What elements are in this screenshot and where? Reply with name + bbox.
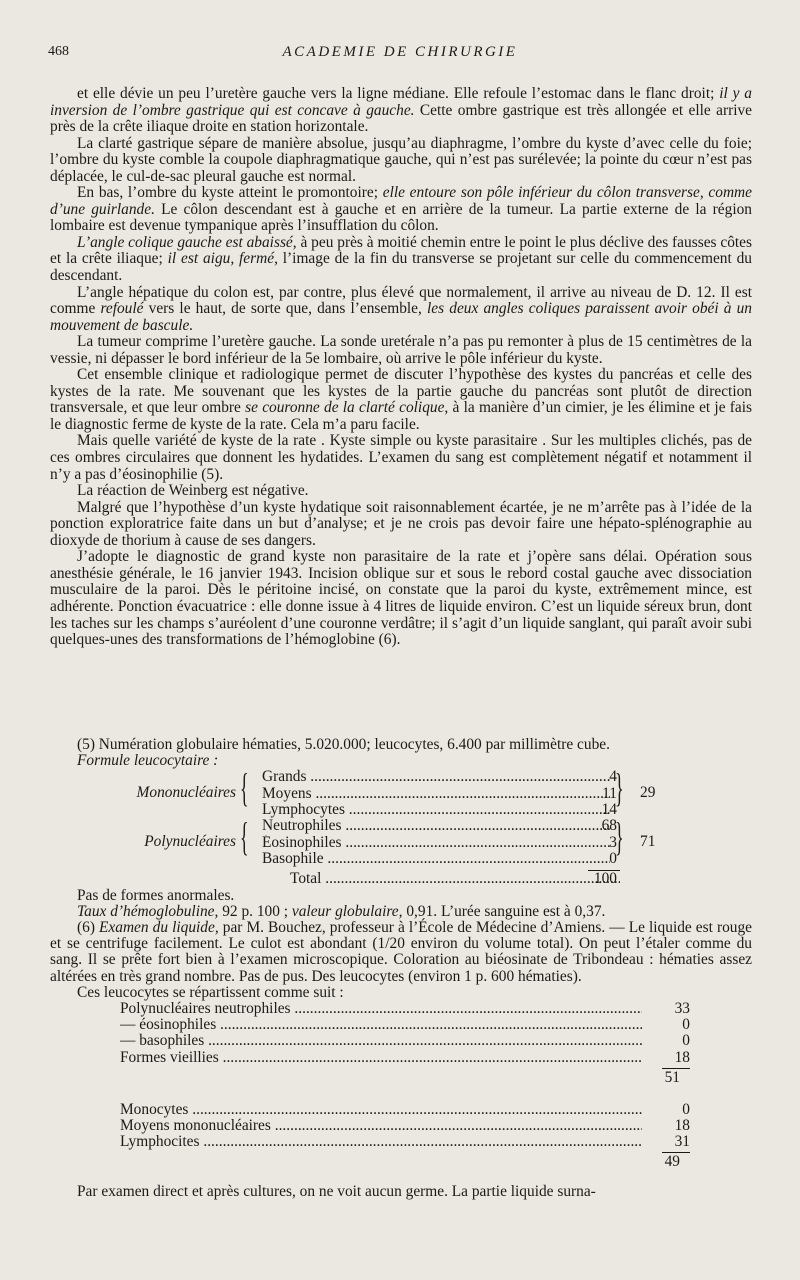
total-value: 100 <box>593 870 617 888</box>
table-row <box>50 851 752 867</box>
paragraph <box>50 500 752 550</box>
page-header <box>0 44 800 64</box>
table-row <box>50 802 752 818</box>
text-run: Malgré que l’hypothèse d’un kyste hydatique soit raisonnablement écartée, je ne m’arrête pas à l’idée de la ponction exploratrice faite dans un but d’analyse; et je ne crois pas devoir faire une hépato-splénographie au dioxyde de thorium à cause de ses dangers. <box>50 498 752 549</box>
row-label: Grands ..... <box>262 769 610 785</box>
text-run: l’image de la fin du transverse se projetant sur celle du commencement du descendant. <box>50 250 752 285</box>
text-run: Taux d’hémoglobuline, <box>77 902 219 920</box>
footnotes <box>50 737 752 1201</box>
page-number: 468 <box>48 44 69 59</box>
paragraph <box>50 86 752 136</box>
poly-brace: { <box>240 814 249 860</box>
text-run: La tumeur comprime l’uretère gauche. La sonde uretérale n’a pas pu remonter à plus de 15 centimètres de la vessie, ni dépasser le bord inférieur de la 5e lombaire, où arrive le pôle inférieur du kyste. <box>50 333 752 367</box>
text-run: Mais quelle variété de kyste de la rate . Kyste simple ou kyste parasitaire . Sur les multiples clichés, pas de ces ombres circulaires que donnent les hydatides. L’examen du sang est complètement négatif et notamment il n’y a pas d’éosinophilie (5). <box>50 432 752 483</box>
row-value: 0 <box>682 1032 690 1050</box>
text-run: La réaction de Weinberg est négative. <box>77 482 309 500</box>
text-run: J’adopte le diagnostic de grand kyste non parasitaire de la rate et j’opère sans délai. Opération sous anesthésie générale, le 16 janvier 1943. Incision oblique sur et sous le rebord costal gauche avec dissociation musculaire de la paroi. Dès le péritoine incisé, on constate que la paroi du kyste, extrêmement mince, est adhérente. Ponction évacuatrice : elle donne issue à 4 litres de liquide environ. C’est un liquide séreux brun, dont les taches sur les champs s’auréolent d’une couronne verdâtre; il s’agit d’un liquide sanglant, qui paraît avoir subi quelques-unes des transformations de l’hémoglobine (6). <box>50 548 752 649</box>
text-run: Cette ombre gastrique est très allongée et elle arrive près de la crête iliaque droite en station horizontale. <box>50 101 753 136</box>
table-row <box>50 1102 752 1118</box>
text-run: La clarté gastrique sépare de manière absolue, jusqu’au diaphragme, l’ombre du kyste d’avec celle du foie; l’ombre du kyste comble la coupole diaphragmatique gauche, qui n’est pas surélevée; la pointe du cœur n’est pas déplacée, le cul-de-sac pleural gauche est normal. <box>50 134 752 185</box>
row-value: 0 <box>682 1016 690 1034</box>
mono-group-label: Mononucléaires <box>136 784 236 802</box>
table-row <box>50 835 752 851</box>
text-run: elle entoure son pôle inférieur du côlon transverse, comme d’une guirlande. <box>50 184 753 218</box>
row-label: Lymphocytes ..... <box>262 802 610 818</box>
row-label: Formes vieillies ..... <box>120 1050 642 1066</box>
table-row <box>50 1118 752 1134</box>
row-value: 0 <box>609 850 617 867</box>
subtotal1-row <box>50 1066 752 1088</box>
main-text <box>50 86 752 649</box>
no-abnormal-forms: Pas de formes anormales. <box>77 886 235 904</box>
table-row <box>50 1033 752 1049</box>
text-run: à la manière d’un cimier, je les élimine et je fais le diagnostic ferme de kyste de la rate. Cela m’a paru facile. <box>50 399 752 433</box>
subtotal2-value: 49 <box>664 1153 680 1171</box>
leukocyte-formula-title: Formule leucocytaire : <box>77 752 219 770</box>
row-label: — éosinophiles ..... <box>120 1017 642 1033</box>
text-run: les deux angles coliques paraissent avoir obéi à un mouvement de bascule. <box>50 300 752 334</box>
text-run: Cet ensemble clinique et radiologique permet de discuter l’hypothèse des kystes du pancréas et celle des kystes de la rate. Me souvenant que les kystes de la partie gauche du pancréas sont plutôt de direction transversale, et que leur ombre <box>50 366 752 417</box>
paragraph <box>50 549 752 648</box>
paragraph <box>50 235 752 285</box>
text-run: par M. Bouchez, professeur à l’École de Médecine d’Amiens. — Le liquide est rouge et se centrifuge facilement. Le culot est abondant (1/20 environ du volume total). On peut l’étaler comme du sang. Il se prête fort bien à l’examen microscopique. Coloration au biéosinate de Tribondeau : hématies assez altérées en très grand nombre. Pas de pus. Des leucocytes (environ 1 p. 600 hématies). <box>50 919 753 985</box>
table-row <box>50 818 752 834</box>
row-label: Basophile ..... <box>262 851 610 867</box>
subtotal2-row <box>50 1150 752 1172</box>
leukocyte-formula-table <box>50 765 752 867</box>
row-label: Lymphocites ..... <box>120 1134 642 1150</box>
row-value: 31 <box>674 1133 690 1151</box>
total-label: Total ..... <box>290 871 620 887</box>
row-value: 68 <box>601 817 617 835</box>
row-label: Neutrophiles ..... <box>262 818 610 834</box>
closing-line: Par examen direct et après cultures, on ne voit aucun germe. La partie liquide surna- <box>77 1183 596 1201</box>
text-run: 92 p. 100 ; <box>218 902 292 920</box>
row-label: Moyens ..... <box>262 786 610 802</box>
poly-group-label: Polynucléaires <box>144 833 236 851</box>
distribution-intro: Ces leucocytes se répartissent comme suit : <box>77 983 344 1001</box>
text-run: (6) <box>77 919 100 936</box>
table-row <box>50 1017 752 1033</box>
row-value: 11 <box>602 784 617 802</box>
text-run: à peu près à moitié chemin entre le point le plus déclive des fausses côtes et la crête iliaque; <box>50 233 752 268</box>
poly-total: 71 <box>640 833 656 851</box>
row-label: Polynucléaires neutrophiles ..... <box>120 1001 642 1017</box>
running-title: ACADEMIE DE CHIRURGIE <box>282 44 518 60</box>
formula-total-row <box>50 871 752 887</box>
mono-brace: { <box>240 765 249 811</box>
text-run: refoulé <box>100 300 144 318</box>
row-value: 14 <box>601 801 617 818</box>
hemoglobin-line <box>50 904 752 920</box>
table-row <box>50 1134 752 1150</box>
row-label: Éosinophiles ..... <box>262 835 610 851</box>
paragraph <box>50 483 752 500</box>
text-run: il y a inversion de l’ombre gastrique qui est concave à gauche. <box>50 85 752 119</box>
row-value: 4 <box>609 768 617 786</box>
poly-close-brace: } <box>615 814 624 860</box>
row-label: Monocytes ..... <box>120 1102 642 1118</box>
text-run: valeur globulaire, <box>291 902 403 920</box>
mono-total: 29 <box>640 784 656 802</box>
table-row <box>50 1001 752 1017</box>
text-run: se couronne de la clarté colique, <box>245 399 449 417</box>
row-label: Moyens mononucléaires ..... <box>120 1118 642 1134</box>
text-run: En bas, l’ombre du kyste atteint le promontoire; <box>77 184 383 202</box>
note6-text <box>50 920 752 985</box>
paragraph <box>50 185 752 235</box>
text-run: vers le haut, de sorte que, dans l’ensemble, <box>143 300 427 318</box>
table-row <box>50 786 752 802</box>
paragraph <box>50 367 752 433</box>
text-run: et elle dévie un peu l’uretère gauche vers la ligne médiane. Elle refoule l’estomac dans le flanc droit; <box>77 85 720 102</box>
row-value: 18 <box>674 1048 690 1066</box>
total-rule <box>588 870 620 871</box>
text-run: 0,91. L’urée sanguine est à 0,37. <box>402 902 606 920</box>
text-run: il est aigu, fermé, <box>167 250 278 268</box>
row-label: — basophiles ..... <box>120 1033 642 1049</box>
text-run: Examen du liquide, <box>99 919 219 936</box>
subtotal1-value: 51 <box>664 1068 680 1086</box>
text-run: L’angle colique gauche est abaissé, <box>77 233 297 251</box>
leukocyte-distribution-table-1 <box>50 1001 752 1066</box>
paragraph <box>50 285 752 335</box>
note5-intro: (5) Numération globulaire hématies, 5.020.000; leucocytes, 6.400 par millimètre cube. <box>77 736 610 753</box>
paragraph <box>50 334 752 367</box>
paragraph <box>50 136 752 186</box>
row-value: 33 <box>674 1000 690 1018</box>
mono-close-brace: } <box>615 765 624 811</box>
paragraph <box>50 433 752 483</box>
text-run: Le côlon descendant est à gauche et en arrière de la tumeur. La partie externe de la région lombaire est devenue tympanique après l’insufflation du côlon. <box>50 200 752 235</box>
row-value: 18 <box>674 1116 690 1134</box>
text-run: L’angle hépatique du colon est, par contre, plus élevé que normalement, il arrive au niveau de D. 12. Il est comme <box>50 283 752 318</box>
table-row <box>50 769 752 785</box>
table-row <box>50 1050 752 1066</box>
row-value: 0 <box>682 1100 690 1118</box>
leukocyte-distribution-table-2 <box>50 1102 752 1151</box>
row-value: 3 <box>609 833 617 851</box>
